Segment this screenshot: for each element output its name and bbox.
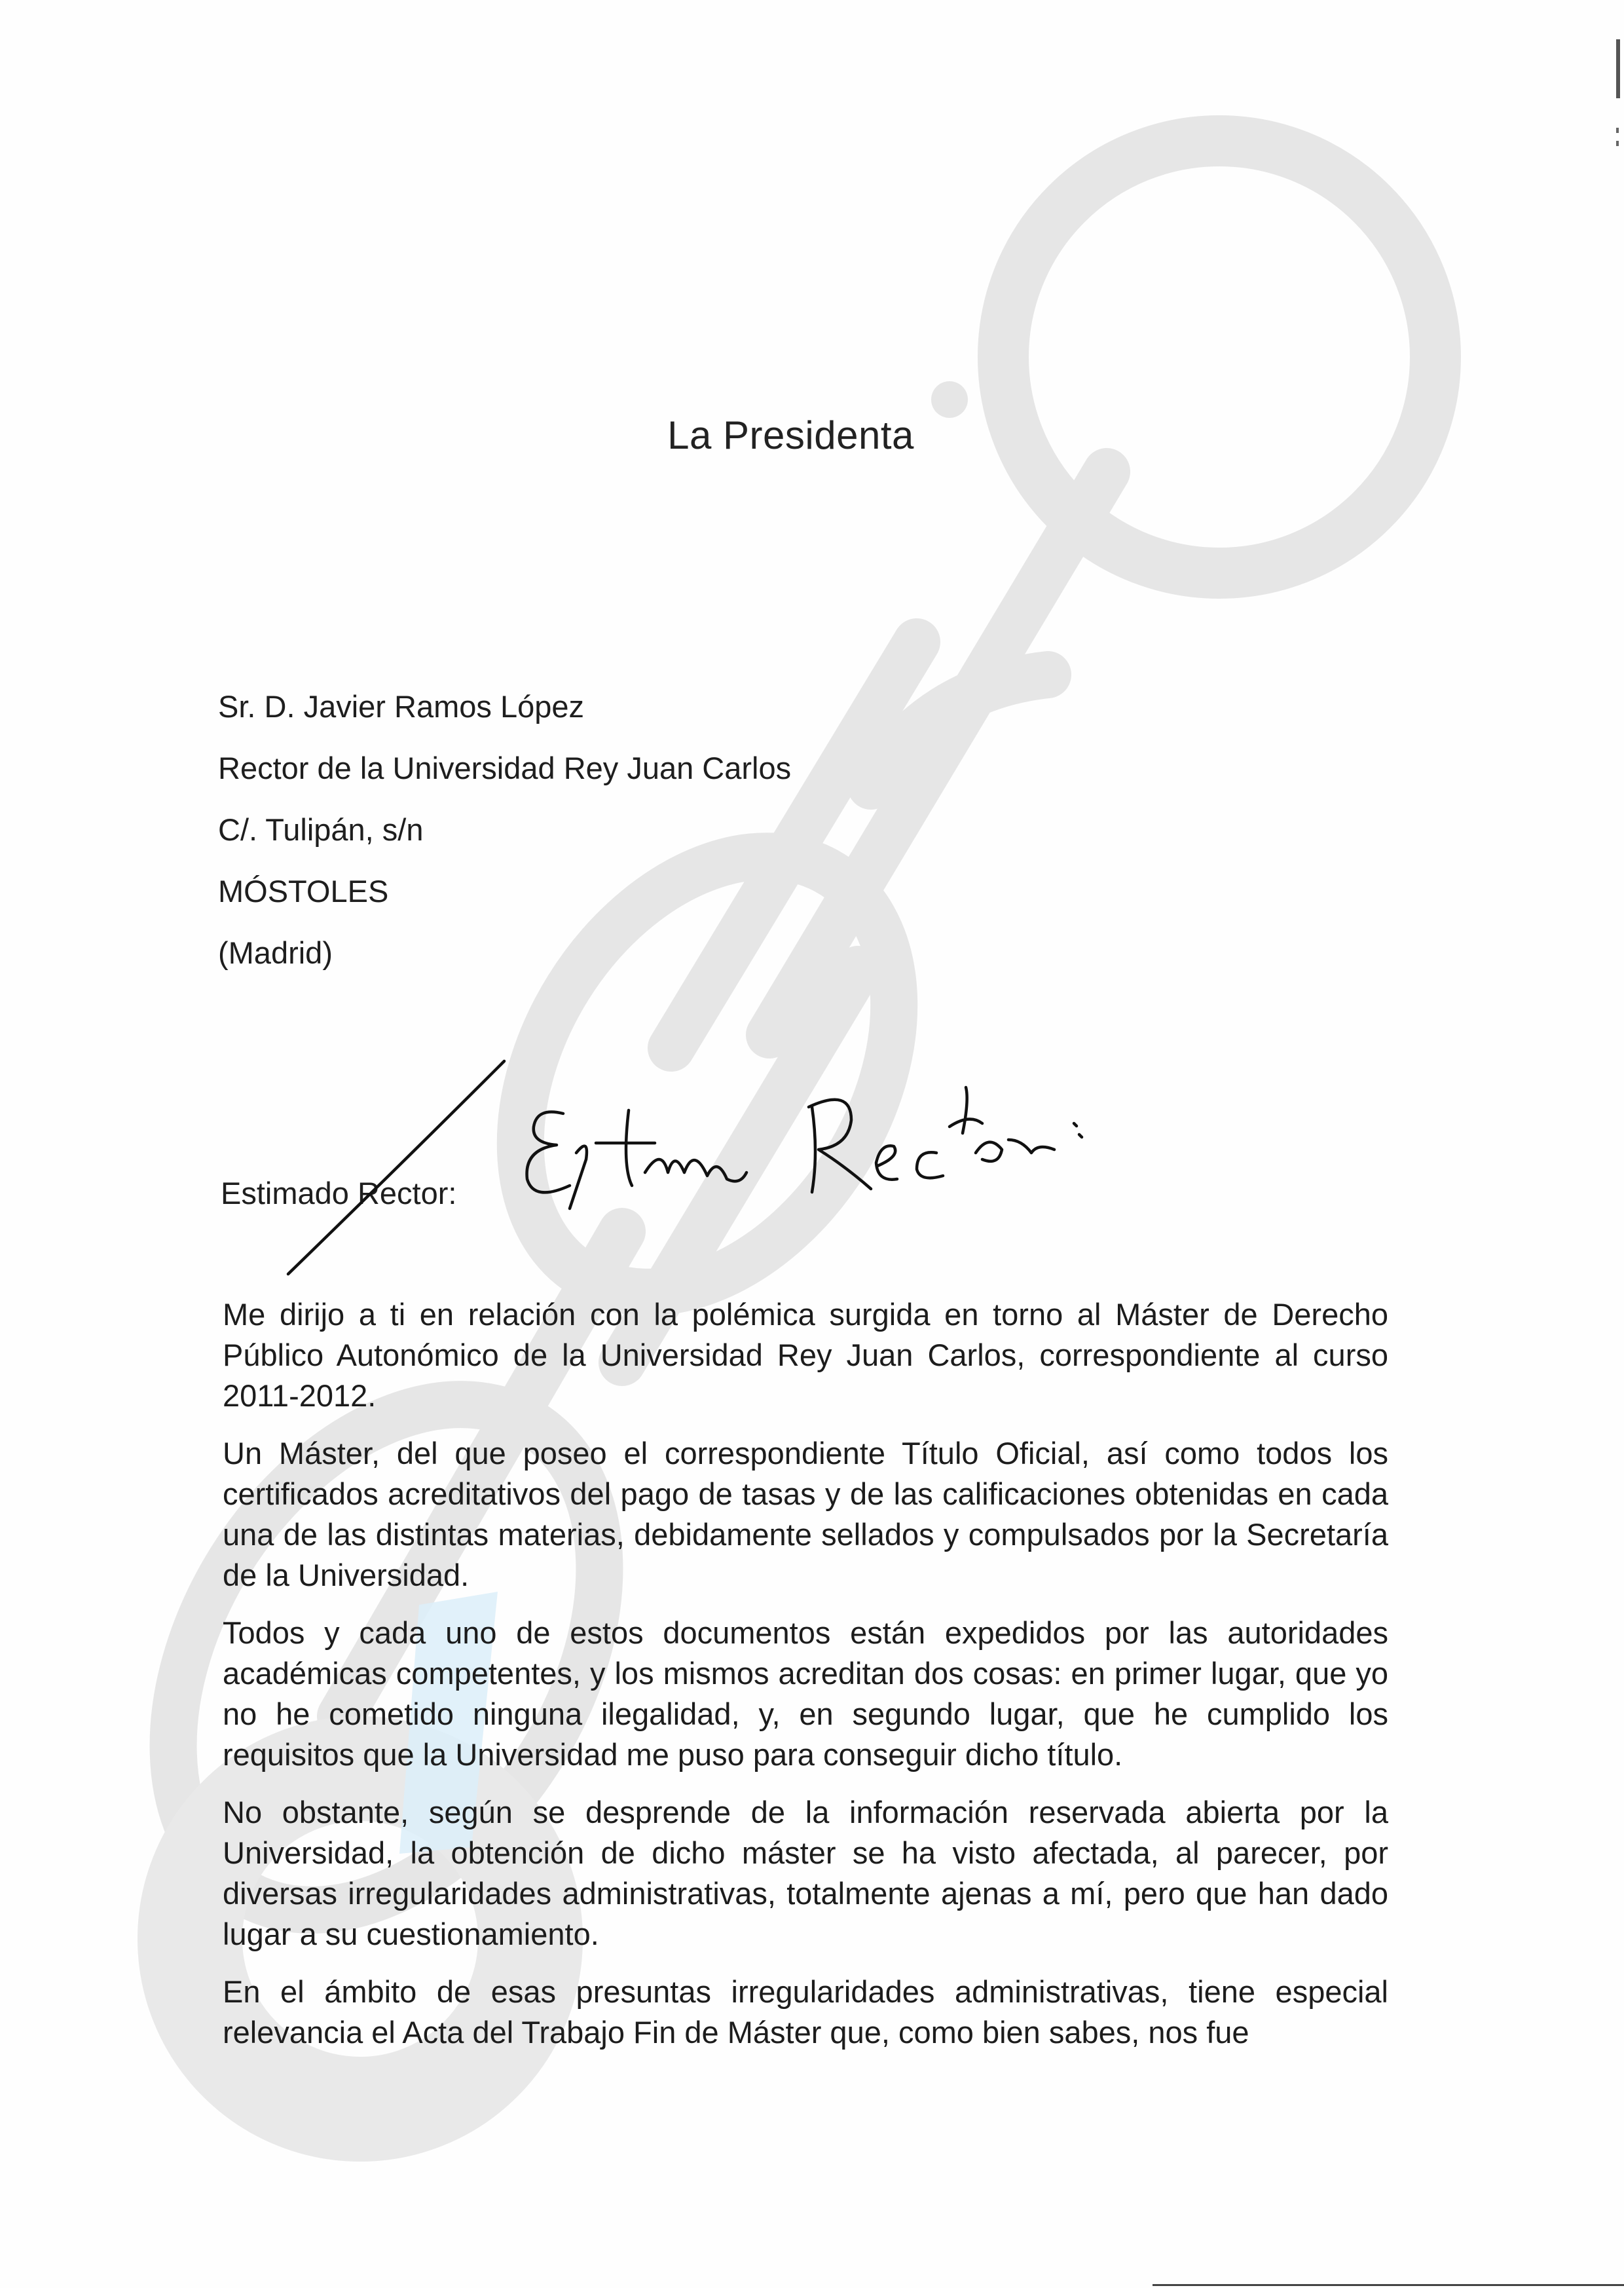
address-line-position: Rector de la Universidad Rey Juan Carlos: [218, 751, 792, 785]
typed-salutation: Estimado Rector:: [221, 1176, 457, 1210]
recipient-address: [218, 676, 791, 984]
scan-bottom-line: [1153, 2284, 1624, 2286]
address-line-name: Sr. D. Javier Ramos López: [218, 689, 584, 724]
address-line-city: MÓSTOLES: [218, 874, 389, 909]
body-paragraph: No obstante, según se desprende de la información reservada abierta por la Universidad, la obtención de dicho máster se ha visto afectada, al parecer, por diversas irregularidades administrativas, totalmente ajenas a mí, pero que han dado lugar a su cuestionamiento.: [223, 1795, 1388, 1951]
page-edge-mark: [1616, 39, 1620, 98]
body-paragraph: En el ámbito de esas presuntas irregularidades administrativas, tiene especial relevancia el Acta del Trabajo Fin de Máster que, como bien sabes, nos fue: [223, 1974, 1388, 2050]
body-paragraph: Todos y cada uno de estos documentos están expedidos por las autoridades académicas competentes, y los mismos acreditan dos cosas: en primer lugar, que yo no he cometido ninguna ilegalidad, y, en segundo lugar, que he cumplido los requisitos que la Universidad me puso para conseguir dicho título.: [223, 1615, 1388, 1772]
address-line-street: C/. Tulipán, s/n: [218, 812, 424, 847]
letterhead-title: La Presidenta: [667, 413, 914, 457]
body-paragraph: Un Máster, del que poseo el correspondiente Título Oficial, así como todos los certificados acreditativos del pago de tasas y de las calificaciones obtenidas en cada una de las distintas materias, debidamente sellados y compulsados por la Secretaría de la Universidad.: [223, 1436, 1388, 1592]
body-paragraph: Me dirijo a ti en relación con la polémica surgida en torno al Máster de Derecho Público Autonómico de la Universidad Rey Juan Carlos, correspondiente al curso 2011-2012.: [223, 1297, 1388, 1413]
address-line-province: (Madrid): [218, 935, 333, 970]
letter-body: [223, 1294, 1388, 2070]
page-edge-dot: [1616, 141, 1619, 146]
page-edge-dot: [1616, 128, 1619, 133]
